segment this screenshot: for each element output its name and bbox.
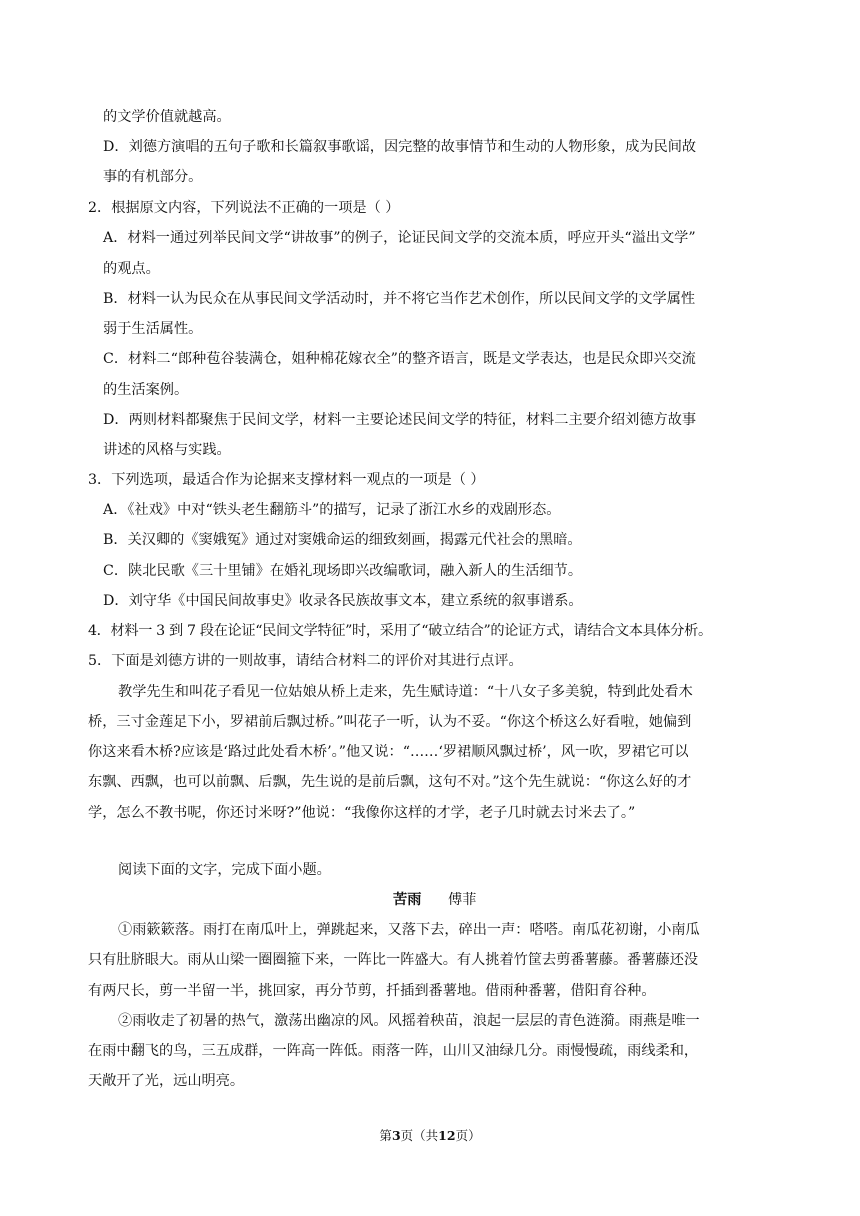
reading-instruction: 阅读下面的文字，完成下面小题。 — [118, 862, 331, 878]
text-line: 讲述的风格与实践。 — [103, 442, 231, 458]
option-d: D．两则材料都聚焦于民间文学，材料一主要论述民间文学的特征，材料二主要介绍刘德方故事 — [103, 412, 697, 428]
question-3: 3．下列选项，最适合作为论据来支撑材料一观点的一项是（ ） — [88, 472, 485, 488]
text-line: 的文学价值就越高。 — [103, 109, 231, 125]
question-4: 4．材料一 3 到 7 段在论证“民间文学特征”时，采用了“破立结合”的论证方式，请结合文本具体分析。 — [88, 623, 712, 639]
essay-paragraph-2: ②雨收走了初暑的热气，激荡出幽凉的风。风摇着秧苗，浪起一层层的青色涟漪。雨燕是唯一 — [118, 1013, 700, 1029]
option-d: D．刘守华《中国民间故事史》收录各民族故事文本，建立系统的叙事谱系。 — [103, 593, 583, 609]
essay-line: 在雨中翻飞的鸟，三五成群，一阵高一阵低。雨落一阵，山川又油绿几分。雨慢慢疏，雨线柔和， — [88, 1043, 699, 1059]
text-line: 的观点。 — [103, 261, 160, 277]
story-line: 你这来看木桥?应该是‘路过此处看木桥’。”他又说：“……‘罗裙顺风飘过桥’，风一吹，罗裙它可以 — [88, 744, 689, 760]
page-number: 3 — [391, 1128, 401, 1143]
essay-title: 苦雨 — [393, 892, 422, 908]
essay-author: 傅菲 — [448, 892, 477, 908]
essay-paragraph-1: ①雨簌簌落。雨打在南瓜叶上，弹跳起来，又落下去，碎出一声：嗒嗒。南瓜花初谢，小南瓜 — [118, 922, 700, 938]
essay-line: 天敞开了光，远山明亮。 — [88, 1073, 245, 1089]
question-2: 2．根据原文内容，下列说法不正确的一项是（ ） — [88, 200, 400, 216]
story-paragraph: 教学先生和叫花子看见一位姑娘从桥上走来，先生赋诗道：“十八女子多美貌，特到此处看木 — [118, 684, 693, 700]
page-footer — [0, 1127, 860, 1145]
story-line: 桥，三寸金莲足下小，罗裙前后飘过桥。”叫花子一听，认为不妥。“你这个桥这么好看啦，她偏到 — [88, 714, 692, 730]
option-c: C．材料二“郎种苞谷装满仓，姐种棉花嫁衣全”的整齐语言，既是文学表达，也是民众即兴交流 — [103, 351, 696, 367]
story-line: 学，怎么不教书呢，你还讨米呀?”他说：“我像你这样的才学，老子几时就去讨米去了。” — [88, 805, 636, 821]
footer-prefix: 第 — [379, 1128, 392, 1143]
text-line: D．刘德方演唱的五句子歌和长篇叙事歌谣，因完整的故事情节和生动的人物形象，成为民间故 — [103, 139, 697, 155]
footer-middle: 页（共 — [400, 1128, 439, 1143]
essay-line: 只有肚脐眼大。雨从山梁一圈圈箍下来，一阵比一阵盛大。有人挑着竹筐去剪番薯藤。番薯藤还没 — [88, 952, 699, 968]
option-c: C．陕北民歌《三十里铺》在婚礼现场即兴改编歌词，融入新人的生活细节。 — [103, 563, 583, 579]
option-a: A．材料一通过列举民间文学“讲故事”的例子，论证民间文学的交流本质，呼应开头“溢出文学” — [103, 230, 696, 246]
page-total: 12 — [438, 1128, 456, 1143]
option-a: A．《社戏》中对“铁头老生翻筋斗”的描写，记录了浙江水乡的戏剧形态。 — [103, 502, 561, 518]
story-line: 东飘、西飘，也可以前飘、后飘，先生说的是前后飘，这句不对。”这个先生就说：“你这么好的才 — [88, 774, 692, 790]
text-line: 事的有机部分。 — [103, 169, 203, 185]
footer-suffix: 页） — [455, 1128, 481, 1143]
text-line: 的生活案例。 — [103, 382, 189, 398]
text-line: 弱于生活属性。 — [103, 321, 203, 337]
option-b: B．关汉卿的《窦娥冤》通过对窦娥命运的细致刻画，揭露元代社会的黑暗。 — [103, 532, 582, 548]
option-b: B．材料一认为民众在从事民间文学活动时，并不将它当作艺术创作，所以民间文学的文学属性 — [103, 291, 696, 307]
essay-line: 有两尺长，剪一半留一半，挑回家，再分节剪，扦插到番薯地。借雨种番薯，借阳育谷种。 — [88, 983, 656, 999]
question-5: 5．下面是刘德方讲的一则故事，请结合材料二的评价对其进行点评。 — [88, 653, 523, 669]
